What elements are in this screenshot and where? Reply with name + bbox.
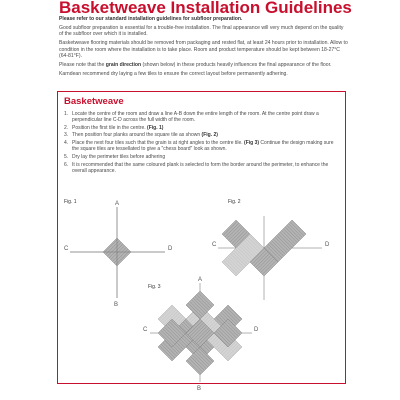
page-title: Basketweave Installation Guidelines: [59, 0, 352, 17]
step-text: Dry lay the perimeter tiles before adhering: [72, 153, 166, 160]
fig1-label: Fig. 1: [64, 199, 77, 205]
step-number: 1.: [64, 111, 69, 117]
intro-paragraph-4: Karndean recommend dry laying a few tiles to ensure the correct layout before permanently adhering.: [59, 71, 288, 78]
step-number: 3.: [64, 132, 69, 139]
fig1-label-c: C: [64, 246, 69, 252]
step-fig-ref: (Fig 3): [244, 140, 260, 147]
step-fig-ref: (Fig. 2): [201, 132, 218, 139]
step-number: 4.: [64, 140, 69, 147]
intro-p3-bold: grain direction: [105, 62, 142, 69]
fig3-label: Fig. 3: [148, 284, 161, 290]
step-text: It is recommended that the same coloured plank is selected to form the border around the perimeter, to enhance the overall appearance.: [72, 161, 329, 174]
step-text: Position the first tile in the centre.: [72, 124, 148, 131]
intro-lead: Please refer to our standard installation guidelines for subfloor preparation.: [59, 16, 243, 22]
fig2-label-c: C: [212, 242, 217, 248]
intro-paragraph-1: Good subfloor preparation is essential for a trouble-free installation. The final appearance will very much depend on the quality of the subfloor over which it is installed.: [59, 25, 344, 38]
step-number: 6.: [64, 161, 69, 168]
step-text: Locate the centre of the room and draw a line A-B down the entire length of the room. At the centre point draw a perpendicular line C-D across the full width of the room.: [72, 111, 319, 124]
figure-2: [212, 199, 330, 300]
step-text: Place the next four tiles such that the grain is at right angles to the centre tile.: [72, 140, 245, 147]
step-text-continued: Continue the design making sure the square tiles are tessellated to give a "chess board" look as shown.: [72, 140, 334, 153]
intro-p3-after: (shown below) in these products heavily influences the final appearance of the floor.: [141, 62, 332, 69]
fig3-label-a: A: [198, 277, 203, 283]
step-number: 5.: [64, 153, 69, 160]
fig2-label: Fig. 2: [228, 199, 241, 205]
fig1-label-b: B: [114, 302, 119, 308]
step-number: 2.: [64, 124, 69, 131]
fig1-label-a: A: [115, 201, 120, 207]
fig3-label-c: C: [143, 327, 148, 333]
intro-paragraph-2: Basketweave flooring materials should be removed from packaging and rested flat, at least 24 hours prior to installation. Allow to condition in the room where the installation is to take place. Room and product temperature should be kept between 18-27°C (64-81°F).: [59, 40, 348, 60]
panel-heading: Basketweave: [64, 96, 124, 107]
fig3-label-b: B: [197, 386, 202, 392]
figure-3: [143, 277, 259, 392]
fig1-label-d: D: [168, 246, 173, 252]
step-text: Then position four planks around the square tile as shown: [72, 132, 202, 139]
intro-p3-before: Please note that the: [59, 62, 106, 69]
figure-1: [64, 199, 173, 308]
fig2-label-d: D: [325, 242, 330, 248]
step-fig-ref: (Fig. 1): [147, 124, 164, 131]
fig3-label-d: D: [254, 327, 259, 333]
